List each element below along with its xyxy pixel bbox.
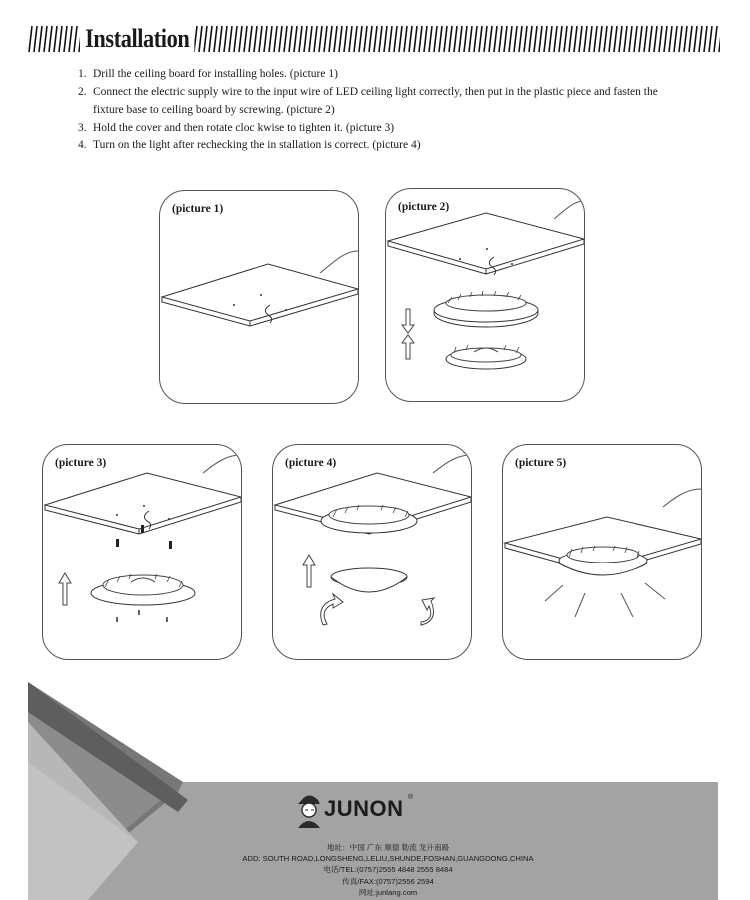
contact-info xyxy=(228,842,548,898)
fixture-base-illustration xyxy=(386,189,584,401)
instruction-list xyxy=(78,66,698,155)
list-item: 1. Drill the ceiling board for installing holes. (picture 1) xyxy=(78,68,338,80)
picture-label: (picture 3) xyxy=(55,457,107,469)
ceiling-board-illustration xyxy=(160,191,358,403)
fax: 传真/FAX:(0757)2556 2594 xyxy=(342,876,434,886)
section-header xyxy=(28,22,720,56)
list-item: 2. Connect the electric supply wire to the input wire of LED ceiling light correctly, then put in the plastic piece and fasten the xyxy=(78,85,658,98)
address-en: ADD: SOUTH ROAD,LONGSHENG,LELIU,SHUNDE,FOSHAN,GUANGDONG,CHINA xyxy=(242,854,534,864)
picture-3-panel xyxy=(42,444,242,660)
website: 网址:junlang.com xyxy=(358,887,418,897)
picture-5-panel xyxy=(502,444,702,660)
telephone: 电话/TEL:(0757)2555 4848 2555 8484 xyxy=(323,865,453,875)
picture-2-panel xyxy=(385,188,585,402)
address-cn: 地址：中国 广东 顺德 勒流 龙升南路 xyxy=(326,843,450,852)
list-item: 4. Turn on the light after rechecking the in stallation is correct. (picture 4) xyxy=(78,139,421,151)
cover-alignment-illustration xyxy=(43,445,241,659)
registered-mark: ® xyxy=(408,794,414,801)
picture-label: (picture 2) xyxy=(398,201,450,213)
picture-label: (picture 4) xyxy=(285,457,337,469)
picture-label: (picture 5) xyxy=(515,457,567,469)
light-on-illustration xyxy=(503,445,701,659)
list-item: fixture base to ceiling board by screwing. (picture 2) xyxy=(93,104,335,116)
picture-label: (picture 1) xyxy=(172,203,224,215)
brand-name: JUNON xyxy=(324,796,404,821)
picture-1-panel xyxy=(159,190,359,404)
brand-logo xyxy=(292,788,432,832)
page-title: Installation xyxy=(80,22,195,56)
rotate-cover-illustration xyxy=(273,445,471,659)
worker-mascot-icon xyxy=(292,788,324,832)
list-item: 3. Hold the cover and then rotate cloc kwise to tighten it. (picture 3) xyxy=(78,121,395,134)
picture-4-panel xyxy=(272,444,472,660)
